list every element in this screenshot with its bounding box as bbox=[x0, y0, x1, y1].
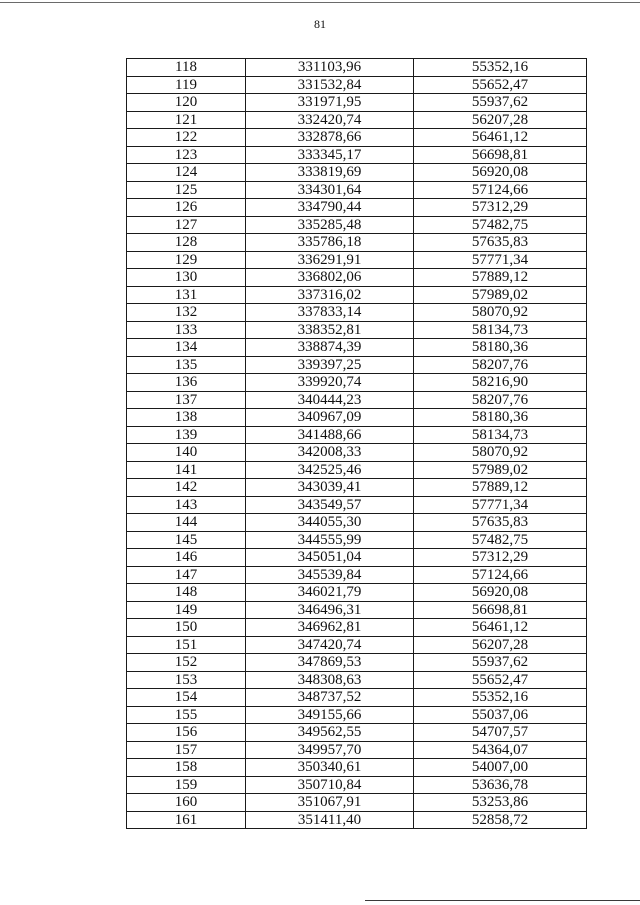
x-coordinate-cell: 345051,04 bbox=[246, 549, 414, 567]
point-number-cell: 118 bbox=[127, 59, 246, 77]
y-coordinate-cell: 56207,28 bbox=[414, 111, 587, 129]
table-row bbox=[127, 409, 587, 427]
table-row bbox=[127, 741, 587, 759]
x-coordinate-cell: 332878,66 bbox=[246, 129, 414, 147]
point-number-cell: 161 bbox=[127, 811, 246, 829]
x-coordinate-cell: 343549,57 bbox=[246, 496, 414, 514]
point-number-cell: 160 bbox=[127, 794, 246, 812]
table-row bbox=[127, 531, 587, 549]
x-coordinate-cell: 342525,46 bbox=[246, 461, 414, 479]
table-row bbox=[127, 794, 587, 812]
y-coordinate-cell: 57312,29 bbox=[414, 549, 587, 567]
y-coordinate-cell: 56698,81 bbox=[414, 601, 587, 619]
point-number-cell: 140 bbox=[127, 444, 246, 462]
x-coordinate-cell: 331532,84 bbox=[246, 76, 414, 94]
point-number-cell: 134 bbox=[127, 339, 246, 357]
x-coordinate-cell: 336802,06 bbox=[246, 269, 414, 287]
table-row bbox=[127, 426, 587, 444]
x-coordinate-cell: 350340,61 bbox=[246, 759, 414, 777]
y-coordinate-cell: 58216,90 bbox=[414, 374, 587, 392]
point-number-cell: 131 bbox=[127, 286, 246, 304]
x-coordinate-cell: 351411,40 bbox=[246, 811, 414, 829]
x-coordinate-cell: 346962,81 bbox=[246, 619, 414, 637]
point-number-cell: 127 bbox=[127, 216, 246, 234]
y-coordinate-cell: 55937,62 bbox=[414, 654, 587, 672]
point-number-cell: 125 bbox=[127, 181, 246, 199]
table-row bbox=[127, 706, 587, 724]
point-number-cell: 158 bbox=[127, 759, 246, 777]
table-row bbox=[127, 601, 587, 619]
x-coordinate-cell: 347869,53 bbox=[246, 654, 414, 672]
x-coordinate-cell: 347420,74 bbox=[246, 636, 414, 654]
y-coordinate-cell: 55937,62 bbox=[414, 94, 587, 112]
x-coordinate-cell: 349562,55 bbox=[246, 724, 414, 742]
y-coordinate-cell: 52858,72 bbox=[414, 811, 587, 829]
point-number-cell: 129 bbox=[127, 251, 246, 269]
y-coordinate-cell: 57482,75 bbox=[414, 531, 587, 549]
y-coordinate-cell: 55652,47 bbox=[414, 76, 587, 94]
y-coordinate-cell: 58207,76 bbox=[414, 356, 587, 374]
table-row bbox=[127, 164, 587, 182]
table-row bbox=[127, 76, 587, 94]
x-coordinate-cell: 335786,18 bbox=[246, 234, 414, 252]
table-row bbox=[127, 689, 587, 707]
x-coordinate-cell: 349155,66 bbox=[246, 706, 414, 724]
y-coordinate-cell: 55037,06 bbox=[414, 706, 587, 724]
y-coordinate-cell: 58134,73 bbox=[414, 426, 587, 444]
table-row bbox=[127, 234, 587, 252]
point-number-cell: 137 bbox=[127, 391, 246, 409]
x-coordinate-cell: 338874,39 bbox=[246, 339, 414, 357]
x-coordinate-cell: 338352,81 bbox=[246, 321, 414, 339]
table-row bbox=[127, 94, 587, 112]
table-row bbox=[127, 724, 587, 742]
y-coordinate-cell: 53636,78 bbox=[414, 776, 587, 794]
x-coordinate-cell: 337316,02 bbox=[246, 286, 414, 304]
y-coordinate-cell: 55352,16 bbox=[414, 59, 587, 77]
y-coordinate-cell: 56698,81 bbox=[414, 146, 587, 164]
table-row bbox=[127, 251, 587, 269]
table-row bbox=[127, 269, 587, 287]
point-number-cell: 130 bbox=[127, 269, 246, 287]
point-number-cell: 132 bbox=[127, 304, 246, 322]
point-number-cell: 150 bbox=[127, 619, 246, 637]
y-coordinate-cell: 58070,92 bbox=[414, 444, 587, 462]
point-number-cell: 146 bbox=[127, 549, 246, 567]
x-coordinate-cell: 331971,95 bbox=[246, 94, 414, 112]
table-row bbox=[127, 759, 587, 777]
y-coordinate-cell: 57312,29 bbox=[414, 199, 587, 217]
x-coordinate-cell: 336291,91 bbox=[246, 251, 414, 269]
table-row bbox=[127, 811, 587, 829]
page-number: 81 bbox=[314, 17, 326, 31]
y-coordinate-cell: 56461,12 bbox=[414, 129, 587, 147]
y-coordinate-cell: 55652,47 bbox=[414, 671, 587, 689]
x-coordinate-cell: 350710,84 bbox=[246, 776, 414, 794]
table-row bbox=[127, 374, 587, 392]
table-row bbox=[127, 584, 587, 602]
y-coordinate-cell: 57124,66 bbox=[414, 181, 587, 199]
point-number-cell: 119 bbox=[127, 76, 246, 94]
table-row bbox=[127, 496, 587, 514]
table-row bbox=[127, 146, 587, 164]
point-number-cell: 157 bbox=[127, 741, 246, 759]
point-number-cell: 138 bbox=[127, 409, 246, 427]
table-row bbox=[127, 776, 587, 794]
y-coordinate-cell: 58134,73 bbox=[414, 321, 587, 339]
table-row bbox=[127, 304, 587, 322]
x-coordinate-cell: 333819,69 bbox=[246, 164, 414, 182]
table-row bbox=[127, 111, 587, 129]
table-row bbox=[127, 129, 587, 147]
point-number-cell: 148 bbox=[127, 584, 246, 602]
point-number-cell: 151 bbox=[127, 636, 246, 654]
x-coordinate-cell: 349957,70 bbox=[246, 741, 414, 759]
x-coordinate-cell: 337833,14 bbox=[246, 304, 414, 322]
table-row bbox=[127, 549, 587, 567]
table-row bbox=[127, 566, 587, 584]
point-number-cell: 152 bbox=[127, 654, 246, 672]
coordinates-table bbox=[126, 58, 587, 829]
y-coordinate-cell: 57482,75 bbox=[414, 216, 587, 234]
table-row bbox=[127, 216, 587, 234]
point-number-cell: 145 bbox=[127, 531, 246, 549]
y-coordinate-cell: 54707,57 bbox=[414, 724, 587, 742]
table-row bbox=[127, 339, 587, 357]
y-coordinate-cell: 56461,12 bbox=[414, 619, 587, 637]
table-row bbox=[127, 391, 587, 409]
point-number-cell: 123 bbox=[127, 146, 246, 164]
point-number-cell: 133 bbox=[127, 321, 246, 339]
table-row bbox=[127, 321, 587, 339]
x-coordinate-cell: 334790,44 bbox=[246, 199, 414, 217]
scan-edge-top bbox=[0, 2, 640, 3]
table-row bbox=[127, 636, 587, 654]
table-row bbox=[127, 444, 587, 462]
y-coordinate-cell: 53253,86 bbox=[414, 794, 587, 812]
point-number-cell: 142 bbox=[127, 479, 246, 497]
y-coordinate-cell: 58207,76 bbox=[414, 391, 587, 409]
table-row bbox=[127, 286, 587, 304]
x-coordinate-cell: 344555,99 bbox=[246, 531, 414, 549]
y-coordinate-cell: 57989,02 bbox=[414, 461, 587, 479]
scan-edge-bottom bbox=[365, 900, 640, 901]
point-number-cell: 149 bbox=[127, 601, 246, 619]
point-number-cell: 135 bbox=[127, 356, 246, 374]
x-coordinate-cell: 334301,64 bbox=[246, 181, 414, 199]
y-coordinate-cell: 56207,28 bbox=[414, 636, 587, 654]
y-coordinate-cell: 58180,36 bbox=[414, 409, 587, 427]
point-number-cell: 159 bbox=[127, 776, 246, 794]
table-row bbox=[127, 199, 587, 217]
y-coordinate-cell: 56920,08 bbox=[414, 584, 587, 602]
point-number-cell: 156 bbox=[127, 724, 246, 742]
x-coordinate-cell: 340444,23 bbox=[246, 391, 414, 409]
x-coordinate-cell: 332420,74 bbox=[246, 111, 414, 129]
x-coordinate-cell: 351067,91 bbox=[246, 794, 414, 812]
x-coordinate-cell: 346021,79 bbox=[246, 584, 414, 602]
point-number-cell: 143 bbox=[127, 496, 246, 514]
x-coordinate-cell: 339920,74 bbox=[246, 374, 414, 392]
x-coordinate-cell: 333345,17 bbox=[246, 146, 414, 164]
point-number-cell: 139 bbox=[127, 426, 246, 444]
y-coordinate-cell: 54364,07 bbox=[414, 741, 587, 759]
y-coordinate-cell: 57889,12 bbox=[414, 269, 587, 287]
x-coordinate-cell: 341488,66 bbox=[246, 426, 414, 444]
x-coordinate-cell: 335285,48 bbox=[246, 216, 414, 234]
table-row bbox=[127, 181, 587, 199]
table-row bbox=[127, 671, 587, 689]
y-coordinate-cell: 55352,16 bbox=[414, 689, 587, 707]
x-coordinate-cell: 343039,41 bbox=[246, 479, 414, 497]
point-number-cell: 147 bbox=[127, 566, 246, 584]
table-row bbox=[127, 59, 587, 77]
x-coordinate-cell: 331103,96 bbox=[246, 59, 414, 77]
x-coordinate-cell: 342008,33 bbox=[246, 444, 414, 462]
x-coordinate-cell: 339397,25 bbox=[246, 356, 414, 374]
y-coordinate-cell: 54007,00 bbox=[414, 759, 587, 777]
x-coordinate-cell: 340967,09 bbox=[246, 409, 414, 427]
point-number-cell: 122 bbox=[127, 129, 246, 147]
y-coordinate-cell: 57989,02 bbox=[414, 286, 587, 304]
point-number-cell: 126 bbox=[127, 199, 246, 217]
y-coordinate-cell: 57771,34 bbox=[414, 496, 587, 514]
point-number-cell: 128 bbox=[127, 234, 246, 252]
table-row bbox=[127, 514, 587, 532]
point-number-cell: 144 bbox=[127, 514, 246, 532]
x-coordinate-cell: 346496,31 bbox=[246, 601, 414, 619]
point-number-cell: 155 bbox=[127, 706, 246, 724]
table-row bbox=[127, 654, 587, 672]
point-number-cell: 124 bbox=[127, 164, 246, 182]
y-coordinate-cell: 57889,12 bbox=[414, 479, 587, 497]
y-coordinate-cell: 58070,92 bbox=[414, 304, 587, 322]
point-number-cell: 121 bbox=[127, 111, 246, 129]
y-coordinate-cell: 57124,66 bbox=[414, 566, 587, 584]
point-number-cell: 120 bbox=[127, 94, 246, 112]
x-coordinate-cell: 345539,84 bbox=[246, 566, 414, 584]
x-coordinate-cell: 348308,63 bbox=[246, 671, 414, 689]
table-row bbox=[127, 461, 587, 479]
y-coordinate-cell: 56920,08 bbox=[414, 164, 587, 182]
point-number-cell: 136 bbox=[127, 374, 246, 392]
y-coordinate-cell: 58180,36 bbox=[414, 339, 587, 357]
x-coordinate-cell: 348737,52 bbox=[246, 689, 414, 707]
y-coordinate-cell: 57635,83 bbox=[414, 514, 587, 532]
table-row bbox=[127, 479, 587, 497]
table-row bbox=[127, 619, 587, 637]
table-body bbox=[127, 59, 587, 829]
point-number-cell: 141 bbox=[127, 461, 246, 479]
x-coordinate-cell: 344055,30 bbox=[246, 514, 414, 532]
y-coordinate-cell: 57635,83 bbox=[414, 234, 587, 252]
table-row bbox=[127, 356, 587, 374]
point-number-cell: 154 bbox=[127, 689, 246, 707]
y-coordinate-cell: 57771,34 bbox=[414, 251, 587, 269]
point-number-cell: 153 bbox=[127, 671, 246, 689]
